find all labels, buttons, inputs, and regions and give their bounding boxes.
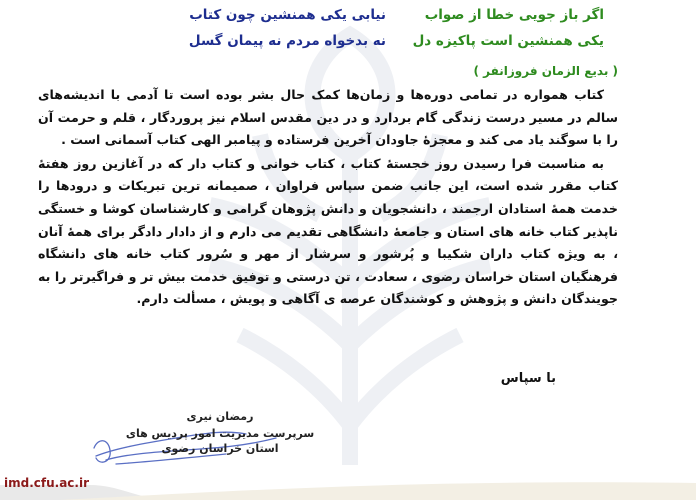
footer-decorative-bar	[0, 473, 696, 500]
poem-line-2-right: یکی همنشین است پاکیزه دل	[412, 33, 604, 49]
poem-attribution: ( بدیع الزمان فروزانفر )	[473, 64, 618, 78]
poem-line-1-right: اگر باز جویی خطا از صواب	[424, 7, 604, 23]
poem-header	[0, 6, 696, 58]
signatory-title-line-1: سرپرست مدیریت امور پردیس های	[125, 427, 315, 440]
closing-text: با سپاس	[500, 371, 556, 386]
poem-line-1-left: نیابی یکی همنشین چون کتاب	[189, 7, 386, 23]
letter-body	[38, 84, 618, 312]
poem-line-2-left: نه بدخواه مردم نه پیمان گسل	[188, 33, 386, 49]
footer-website-url[interactable]: imd.cfu.ac.ir	[4, 476, 90, 490]
signatory-title-line-2: استان خراسان رضوی	[161, 442, 279, 455]
paragraph-2: به مناسبت فرا رسیدن روز خجستهٔ کتاب ، کتاب خوانی و کتاب دار که در آغازین روز هفتهٔ کتاب مقرر شده است، این جانب ضمن سپاس فراوان ، صمیمانه ترین تبریکات و درودها را خدمت همهٔ استادان ارجمند ، دانشجویان و دانش پژوهان گرامی و کارشناسان کوشا و خستگی ناپذیر کتاب خانه های استان و جامعهٔ دانشگاهی تقدیم می دارم و از دادار دادگر برای همهٔ آنان ، به ویژه کتاب داران شکیبا و پُرشور و سرشار از مهر و سُرور کتاب خانه های دانشگاه فرهنگیان استان خراسان رضوی ، سعادت ، تن درستی و توفیق خدمت بیش تر و فراگیرتر را به جویندگان دانش و پژوهش و کوشندگان عرصه ی آگاهی و پویش ، مسألت دارم.	[38, 155, 618, 307]
paragraph-1: کتاب همواره در تمامی دوره‌ها و زمان‌ها کمک حال بشر بوده است تا آدمی با اندیشه‌های سالم در مسیر درست زندگی گام بردارد و در دین مقدس اسلام نیز پروردگار ، قلم و حرمت آن را با سوگند یاد می کند و معجزهٔ جاودان آخرین فرستاده و پیامبر الهی کتاب آسمانی است .	[38, 87, 618, 148]
signatory-name: رمضان نیری	[186, 410, 254, 423]
